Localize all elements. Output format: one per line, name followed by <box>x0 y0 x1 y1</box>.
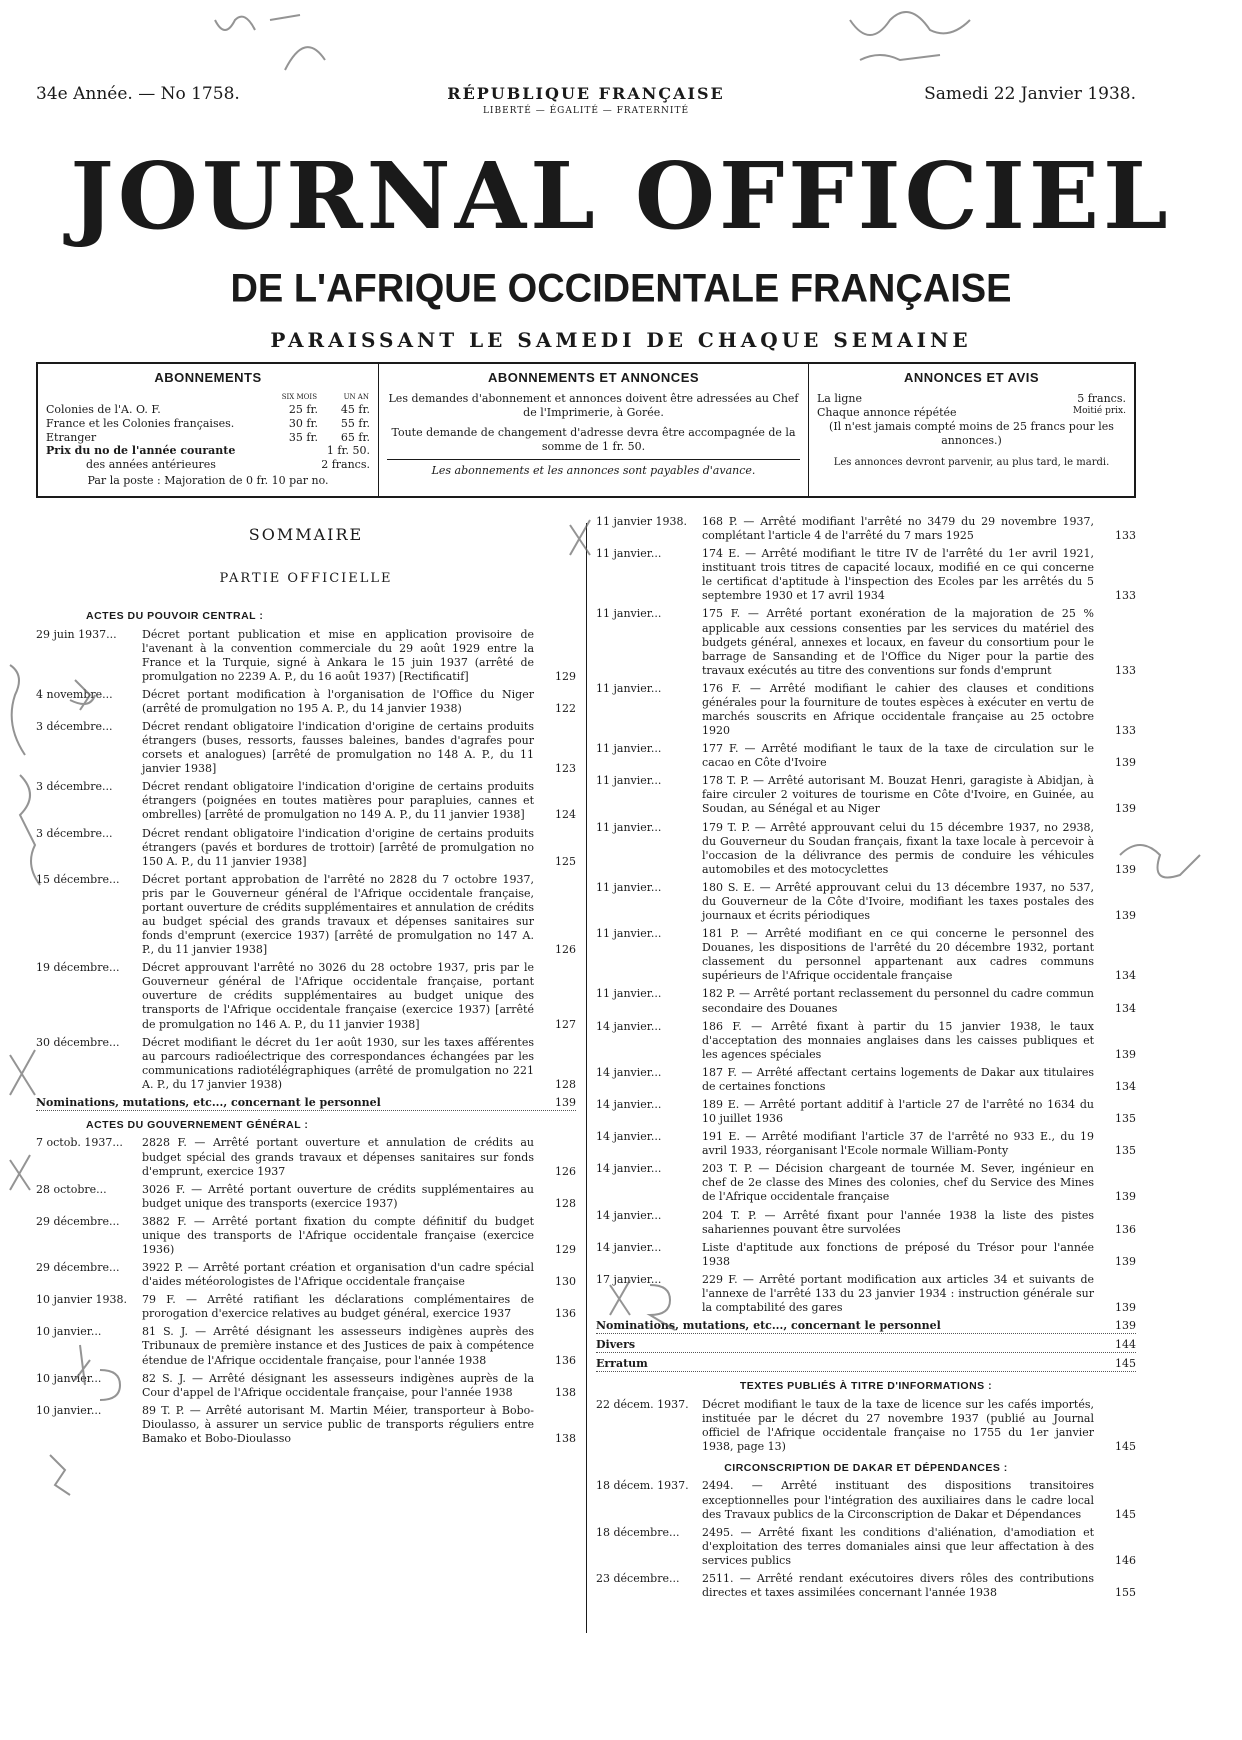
entry-date: 18 décem. 1937. <box>596 1479 689 1493</box>
entry-text: 3882 F. — Arrêté portant fixation du compte définitif du budget unique des transports de l'Afrique occidentale française (exercice 1936) <box>142 1214 534 1257</box>
entry-text: Décret portant publication et mise en application provisoire de l'avenant à la convention commerciale du 29 août 1929 entre la France et la Turquie, signé à Ankara le 15 juin 1937 (arrêté de promulgation no 2239 A. P., du 16 août 1937) [Rectificatif] <box>142 627 534 683</box>
entry-page: 128 <box>555 1077 576 1091</box>
entry-page: 133 <box>1115 529 1136 543</box>
ads-box <box>808 364 1134 496</box>
entry-text: 3026 F. — Arrêté portant ouverture de crédits supplémentaires au budget unique des transports (exercice 1937) <box>142 1182 534 1210</box>
entry-date: 10 janvier... <box>36 1371 102 1385</box>
entry-page: 134 <box>1115 1001 1136 1015</box>
list-item <box>596 742 1136 770</box>
entry-text: 180 S. E. — Arrêté approuvant celui du 13 décembre 1937, no 537, du Gouverneur de la Côte d'Ivoire, modifiant les taxes postales des journaux et écrits périodiques <box>702 880 1094 923</box>
list-item <box>36 1036 576 1092</box>
entry-text: Décret approuvant l'arrêté no 3026 du 28 octobre 1937, pris par le Gouverneur général de l'Afrique occidentale française, portant ouverture de crédits supplémentaires au budget unique des transports de l'Afrique occidentale française (exercice 1937) [arrêté de promulgation no 146 A. P., du 11 janvier 1938] <box>142 961 534 1031</box>
col-six-months: SIX MOIS <box>281 393 317 402</box>
entry-page: 126 <box>555 943 576 957</box>
entry-date: 28 octobre... <box>36 1182 107 1196</box>
entry-date: 10 janvier... <box>36 1403 102 1417</box>
entry-text: Décret rendant obligatoire l'indication d'origine de certains produits étrangers (pavés et bordures de trottoir) [arrêté de promulgation no 150 A. P., du 11 janvier 1938] <box>142 826 534 868</box>
list-item <box>596 1020 1136 1062</box>
entry-page: 130 <box>555 1275 576 1289</box>
payment-note: Les abonnements et les annonces sont payables d'avance. <box>387 459 800 478</box>
entry-date: 30 décembre... <box>36 1035 120 1049</box>
info-texts-list <box>596 1398 1136 1454</box>
entry-page: 123 <box>555 762 576 776</box>
entry-page: 146 <box>1115 1553 1136 1567</box>
subscriptions-ads-box <box>378 364 808 496</box>
sommaire-title: SOMMAIRE <box>248 525 364 544</box>
entry-date: 4 novembre... <box>36 687 113 701</box>
entry-date: 11 janvier... <box>596 681 662 695</box>
entry-page: 124 <box>555 808 576 822</box>
entry-page: 122 <box>555 701 576 715</box>
list-item <box>36 1261 576 1289</box>
list-item <box>36 1293 576 1321</box>
entry-text: Décret modifiant le décret du 1er août 1930, sur les taxes afférentes au parcours radioélectrique des correspondances échangées par les communications radiotélégraphiques (arrêté de promulgation no 221 A. P., du 17 janvier 1938) <box>142 1035 534 1091</box>
entry-page: 135 <box>1115 1112 1136 1126</box>
entry-text: 181 P. — Arrêté modifiant en ce qui concerne le personnel des Douanes, les dispositions de l'arrêté du 20 décembre 1932, portant classement du personnel appartenant aux cadres communs supérieurs de l'Afrique occidentale française <box>702 927 1094 983</box>
entry-date: 11 janvier... <box>596 820 662 834</box>
entry-page: 135 <box>1115 1144 1136 1158</box>
government-acts-list <box>36 1136 576 1446</box>
left-column <box>36 515 576 1450</box>
list-item <box>36 1404 576 1446</box>
entry-date: 29 décembre... <box>36 1214 120 1228</box>
list-item <box>596 607 1136 677</box>
entry-date: 14 janvier... <box>596 1097 662 1111</box>
table-row: Colonies de l'A. O. F. 25 fr. 45 fr. <box>46 403 370 416</box>
section-heading: ACTES DU GOUVERNEMENT GÉNÉRAL : <box>86 1119 309 1132</box>
entry-page: 139 <box>1115 756 1136 770</box>
issue-date: Samedi 22 Janvier 1938. <box>924 84 1136 104</box>
partie-title: PARTIE OFFICIELLE <box>219 571 393 587</box>
list-item <box>596 1066 1136 1094</box>
entry-text: 79 F. — Arrêté ratifiant les déclarations complémentaires de prorogation d'exercice relatives au budget général, exercice 1937 <box>142 1293 534 1321</box>
list-item <box>596 515 1136 543</box>
list-item <box>596 1479 1136 1521</box>
entry-text: 186 F. — Arrêté fixant à partir du 15 janvier 1938, le taux d'acceptation des monnaies anglaises dans les caisses publiques et les agences spéciales <box>702 1019 1094 1061</box>
postage-note: Par la poste : Majoration de 0 fr. 10 par no. <box>87 473 329 487</box>
entry-date: 11 janvier... <box>596 607 662 621</box>
entry-page: 136 <box>1115 1222 1136 1236</box>
entry-date: 14 janvier... <box>596 1208 662 1222</box>
entry-text: 204 T. P. — Arrêté fixant pour l'année 1938 la liste des pistes sahariennes pouvant être survolées <box>702 1208 1094 1236</box>
entry-page: 129 <box>555 1243 576 1257</box>
republic-label: RÉPUBLIQUE FRANÇAISE <box>447 84 725 103</box>
entry-date: 23 décembre... <box>596 1571 680 1585</box>
entry-date: 19 décembre... <box>36 961 120 975</box>
entry-text: 81 S. J. — Arrêté désignant les assesseurs indigènes auprès des Tribunaux de première instance et des Justices de paix à compétence étendue de l'Afrique occidentale française, pour l'année 1938 <box>142 1325 534 1367</box>
entry-date: 11 janvier... <box>596 987 662 1001</box>
list-item <box>596 1098 1136 1126</box>
list-item <box>596 1398 1136 1454</box>
entry-text: 175 F. — Arrêté portant exonération de la majoration de 25 % applicable aux cessions consenties par les services du matériel des budgets général, annexes et locaux, en faveur du consortium pour le barrage de Sansanding et de l'Office du Niger pour la partie des travaux exécutés au titre des conventions sur fonds d'emprunt <box>702 607 1094 677</box>
entry-page: 139 <box>1115 802 1136 816</box>
entry-text: 89 T. P. — Arrêté autorisant M. Martin Méier, transporteur à Bobo-Dioulasso, à assurer un service public de transports réguliers entre Bamako et Bobo-Dioulasso <box>142 1403 534 1445</box>
entry-date: 14 janvier... <box>596 1130 662 1144</box>
section-heading: ACTES DU POUVOIR CENTRAL : <box>86 610 264 623</box>
entry-page: 133 <box>1115 589 1136 603</box>
entry-text: 179 T. P. — Arrêté approuvant celui du 15 décembre 1937, no 2938, du Gouverneur du Soudan français, fixant la taxe locale à percevoir à l'occasion de la délivrance des permis de conduire les véhicules automobiles et des motocyclettes <box>702 820 1094 876</box>
summary-columns <box>36 515 1136 1665</box>
entry-text: 177 F. — Arrêté modifiant le taux de la taxe de circulation sur le cacao en Côte d'Ivoire <box>702 742 1094 770</box>
entry-date: 11 janvier... <box>596 880 662 894</box>
entry-text: 2511. — Arrêté rendant exécutoires divers rôles des contributions directes et taxes assimilées concernant l'année 1938 <box>702 1571 1094 1600</box>
entry-page: 133 <box>1115 724 1136 738</box>
entry-page: 145 <box>1115 1507 1136 1521</box>
list-item <box>36 873 576 957</box>
column-divider <box>586 523 587 1633</box>
entry-date: 10 janvier 1938. <box>36 1293 128 1307</box>
subscriptions-heading: ABONNEMENTS <box>154 370 262 385</box>
entry-page: 145 <box>1115 1439 1136 1453</box>
list-item <box>36 1183 576 1211</box>
entry-text: 191 E. — Arrêté modifiant l'article 37 de l'arrêté no 933 E., du 19 avril 1933, réorganisant l'Ecole normale William-Ponty <box>702 1130 1094 1158</box>
list-item <box>36 1136 576 1178</box>
list-item <box>36 720 576 776</box>
dakar-acts-list <box>596 1479 1136 1600</box>
entry-page: 127 <box>555 1017 576 1031</box>
entry-date: 14 janvier... <box>596 1240 662 1254</box>
table-row: Prix du no de l'année courante 1 fr. 50. <box>46 444 370 458</box>
entry-page: 133 <box>1115 663 1136 677</box>
entry-page: 155 <box>1115 1586 1136 1600</box>
entry-date: 14 janvier... <box>596 1162 662 1176</box>
list-item <box>36 688 576 716</box>
entry-date: 3 décembre... <box>36 780 113 794</box>
entry-page: 134 <box>1115 969 1136 983</box>
entry-date: 3 décembre... <box>36 720 113 733</box>
subscriptions-box <box>38 364 378 496</box>
table-row: France et les Colonies françaises. 30 fr. 55 fr. <box>46 416 370 430</box>
entry-date: 14 janvier... <box>596 1019 662 1033</box>
right-column <box>596 515 1136 1604</box>
year-issue: 34e Année. — No 1758. <box>36 84 240 104</box>
list-item <box>596 774 1136 816</box>
ads-heading: ANNONCES ET AVIS <box>903 370 1040 385</box>
entry-page: 125 <box>555 854 576 868</box>
entry-text: 176 F. — Arrêté modifiant le cahier des clauses et conditions générales pour la fourniture de toutes espèces à exécuter en vertu de marchés souscrits en Afrique occidentale française au 25 octobre 1920 <box>702 681 1094 738</box>
info-boxes <box>36 362 1136 498</box>
entry-text: Décret portant approbation de l'arrêté no 2828 du 7 octobre 1937, pris par le Gouverneur général de l'Afrique occidentale française, portant ouverture de crédits supplémentaires et annulation de crédits au budget spécial des grands travaux et dépenses sanitaires sur fonds d'emprunt (exercice 1937) [arrêté de promulgation no 147 A. P., du 11 janvier 1938] <box>142 872 534 957</box>
list-item <box>596 547 1136 603</box>
entry-text: 182 P. — Arrêté portant reclassement du personnel du cadre commun secondaire des Douanes <box>702 987 1094 1015</box>
entry-page: 139 <box>1115 1190 1136 1204</box>
entry-page: 139 <box>1115 862 1136 876</box>
entry-date: 17 janvier... <box>596 1272 662 1286</box>
section-heading: CIRCONSCRIPTION DE DAKAR ET DÉPENDANCES : <box>724 1462 1008 1475</box>
list-item <box>36 961 576 1031</box>
entry-text: Décret rendant obligatoire l'indication d'origine de certains produits étrangers (poignées en toutes matières pour parapluies, cannes et ombrelles) [arrêté de promulgation no 149 A. P., du 11 janvier 1938] <box>142 780 534 822</box>
motto: LIBERTÉ — ÉGALITÉ — FRATERNITÉ <box>482 106 690 116</box>
entry-page: 128 <box>555 1196 576 1210</box>
entry-text: Décret portant modification à l'organisation de l'Office du Niger (arrêté de promulgation no 195 A. P., du 14 janvier 1938) <box>142 687 534 715</box>
journal-tagline: PARAISSANT LE SAMEDI DE CHAQUE SEMAINE <box>270 328 972 352</box>
entry-page: 139 <box>1115 1254 1136 1268</box>
entry-date: 10 janvier... <box>36 1325 102 1339</box>
right-acts-list <box>596 515 1136 1315</box>
entry-date: 11 janvier... <box>596 774 662 788</box>
list-item <box>596 821 1136 877</box>
minimum-note: (Il n'est jamais compté moins de 25 francs pour les annonces.) <box>829 419 1114 447</box>
entry-page: 139 <box>1115 1300 1136 1314</box>
entry-page: 136 <box>555 1307 576 1321</box>
entry-page: 129 <box>555 669 576 683</box>
list-item <box>36 1215 576 1257</box>
entry-date: 11 janvier... <box>596 742 662 756</box>
list-item <box>596 881 1136 923</box>
entry-text: Décret modifiant le taux de la taxe de licence sur les cafés importés, instituée par le décret du 27 novembre 1937 (publié au Journal officiel de l'Afrique occidentale française no 1755 du 1er janvier 1938, page 13) <box>702 1397 1094 1453</box>
list-item <box>36 780 576 822</box>
entry-text: 178 T. P. — Arrêté autorisant M. Bouzat Henri, garagiste à Abidjan, à faire circuler 2 voitures de tourisme en Côte d'Ivoire, en Guinée, au Soudan, au Sénégal et au Niger <box>702 774 1094 816</box>
journal-title: JOURNAL OFFICIEL <box>70 142 1172 250</box>
entry-page: 139 <box>1115 1047 1136 1061</box>
subscriptions-ads-heading: ABONNEMENTS ET ANNONCES <box>487 370 700 385</box>
entry-text: Liste d'aptitude aux fonctions de préposé du Trésor pour l'année 1938 <box>702 1240 1094 1268</box>
entry-page: 138 <box>555 1431 576 1445</box>
entry-date: 11 janvier 1938. <box>596 515 688 528</box>
entry-date: 18 décembre... <box>596 1525 680 1539</box>
entry-date: 11 janvier... <box>596 927 662 941</box>
address-change-note: Toute demande de changement d'adresse devra être accompagnée de la somme de 1 fr. 50. <box>391 425 796 453</box>
list-item <box>596 927 1136 983</box>
deadline-note: Les annonces devront parvenir, au plus tard, le mardi. <box>833 457 1110 469</box>
entry-text: 2495. — Arrêté fixant les conditions d'aliénation, d'amodiation et d'exploitation des terres domaniales ainsi que leur affectation à des services publics <box>702 1525 1094 1567</box>
entry-text: 229 F. — Arrêté portant modification aux articles 34 et suivants de l'annexe de l'arrêté 133 du 23 janvier 1934 : instruction générale sur la comptabilité des gares <box>702 1272 1094 1314</box>
col-one-year: UN AN <box>343 393 369 402</box>
entry-page: 136 <box>555 1353 576 1367</box>
entry-date: 22 décem. 1937. <box>596 1397 689 1411</box>
list-item <box>36 827 576 869</box>
entry-date: 29 juin 1937... <box>36 627 117 641</box>
entry-date: 7 octob. 1937... <box>36 1136 123 1150</box>
entry-page: 139 <box>1115 909 1136 923</box>
list-item <box>596 987 1136 1015</box>
journal-subtitle: DE L'AFRIQUE OCCIDENTALE FRANÇAISE <box>230 266 1012 312</box>
entry-text: 2494. — Arrêté instituant des dispositions transitoires exceptionnelles pour l'intégration des auxiliaires dans le cadre local des Travaux publics de la Circonscription de Dakar et Dépendances <box>702 1479 1094 1521</box>
list-item <box>36 1325 576 1367</box>
list-item <box>596 1572 1136 1600</box>
entry-text: 203 T. P. — Décision chargeant de tournée M. Sever, ingénieur en chef de 2e classe des Mines des colonies, chef du Service des Mines de l'Afrique occidentale française <box>702 1162 1094 1204</box>
list-item <box>596 682 1136 738</box>
entry-date: 3 décembre... <box>36 826 113 840</box>
list-item <box>596 1526 1136 1568</box>
entry-text: 3922 P. — Arrêté portant création et organisation d'un cadre spécial d'aides météorologistes de l'Afrique occidentale française <box>142 1261 534 1289</box>
entry-page: 134 <box>1115 1079 1136 1093</box>
repeat-rate: Chaque annonce répétée Moitié prix. <box>817 406 1126 419</box>
table-row: Etranger 35 fr. 65 fr. <box>46 430 370 444</box>
erratum-line: Erratum 145 <box>596 1357 1136 1372</box>
table-row: des années antérieures 2 francs. <box>86 458 370 471</box>
list-item <box>36 1372 576 1400</box>
list-item <box>596 1130 1136 1158</box>
entry-page: 126 <box>555 1164 576 1178</box>
nominations-line: Nominations, mutations, etc..., concernant le personnel 139 <box>36 1096 576 1111</box>
entry-page: 138 <box>555 1385 576 1399</box>
list-item <box>596 1241 1136 1269</box>
nominations-line: Nominations, mutations, etc..., concernant le personnel 139 <box>596 1319 1136 1334</box>
requests-note: Les demandes d'abonnement et annonces doivent être adressées au Chef de l'Imprimerie, à Gorée. <box>388 392 799 419</box>
list-item <box>596 1273 1136 1315</box>
entry-text: 189 E. — Arrêté portant additif à l'article 27 de l'arrêté no 1634 du 10 juillet 1936 <box>702 1097 1094 1126</box>
line-rate: La ligne 5 francs. <box>817 392 1126 406</box>
entry-date: 11 janvier... <box>596 547 662 561</box>
section-heading: TEXTES PUBLIÉS À TITRE D'INFORMATIONS : <box>739 1380 993 1393</box>
entry-text: Décret rendant obligatoire l'indication d'origine de certains produits étrangers (buses, ressorts, fausses baleines, bandes d'agrafes pour corsets et analogues) [arrêté de promulgation no 148 A. P., du 11 janvier 1938] <box>142 720 534 776</box>
entry-text: 168 P. — Arrêté modifiant l'arrêté no 3479 du 29 novembre 1937, complétant l'article 4 de l'arrêté du 7 mars 1925 <box>702 515 1094 543</box>
list-item <box>596 1209 1136 1237</box>
rates-table <box>46 392 370 472</box>
list-item <box>596 1162 1136 1204</box>
masthead-top-line <box>36 84 1136 124</box>
entry-text: 187 F. — Arrêté affectant certains logements de Dakar aux titulaires de certaines fonctions <box>702 1065 1094 1093</box>
entry-date: 15 décembre... <box>36 872 120 886</box>
entry-date: 29 décembre... <box>36 1261 120 1275</box>
divers-line: Divers 144 <box>596 1338 1136 1353</box>
entry-text: 2828 F. — Arrêté portant ouverture et annulation de crédits au budget spécial des grands travaux et dépenses sanitaires sur fonds d'emprunt, exercice 1937 <box>142 1136 534 1178</box>
entry-text: 174 E. — Arrêté modifiant le titre IV de l'arrêté du 1er avril 1921, instituant trois titres de capacité locaux, modifié en ce qui concerne le certificat d'aptitude à l'inspection des Ecoles par les arrêtés du 5 septembre 1930 et 17 avril 1934 <box>702 547 1094 603</box>
central-acts-list <box>36 628 576 1092</box>
entry-date: 14 janvier... <box>596 1065 662 1079</box>
list-item <box>36 628 576 684</box>
entry-text: 82 S. J. — Arrêté désignant les assesseurs indigènes auprès de la Cour d'appel de l'Afrique occidentale française, pour l'année 1938 <box>142 1371 534 1399</box>
